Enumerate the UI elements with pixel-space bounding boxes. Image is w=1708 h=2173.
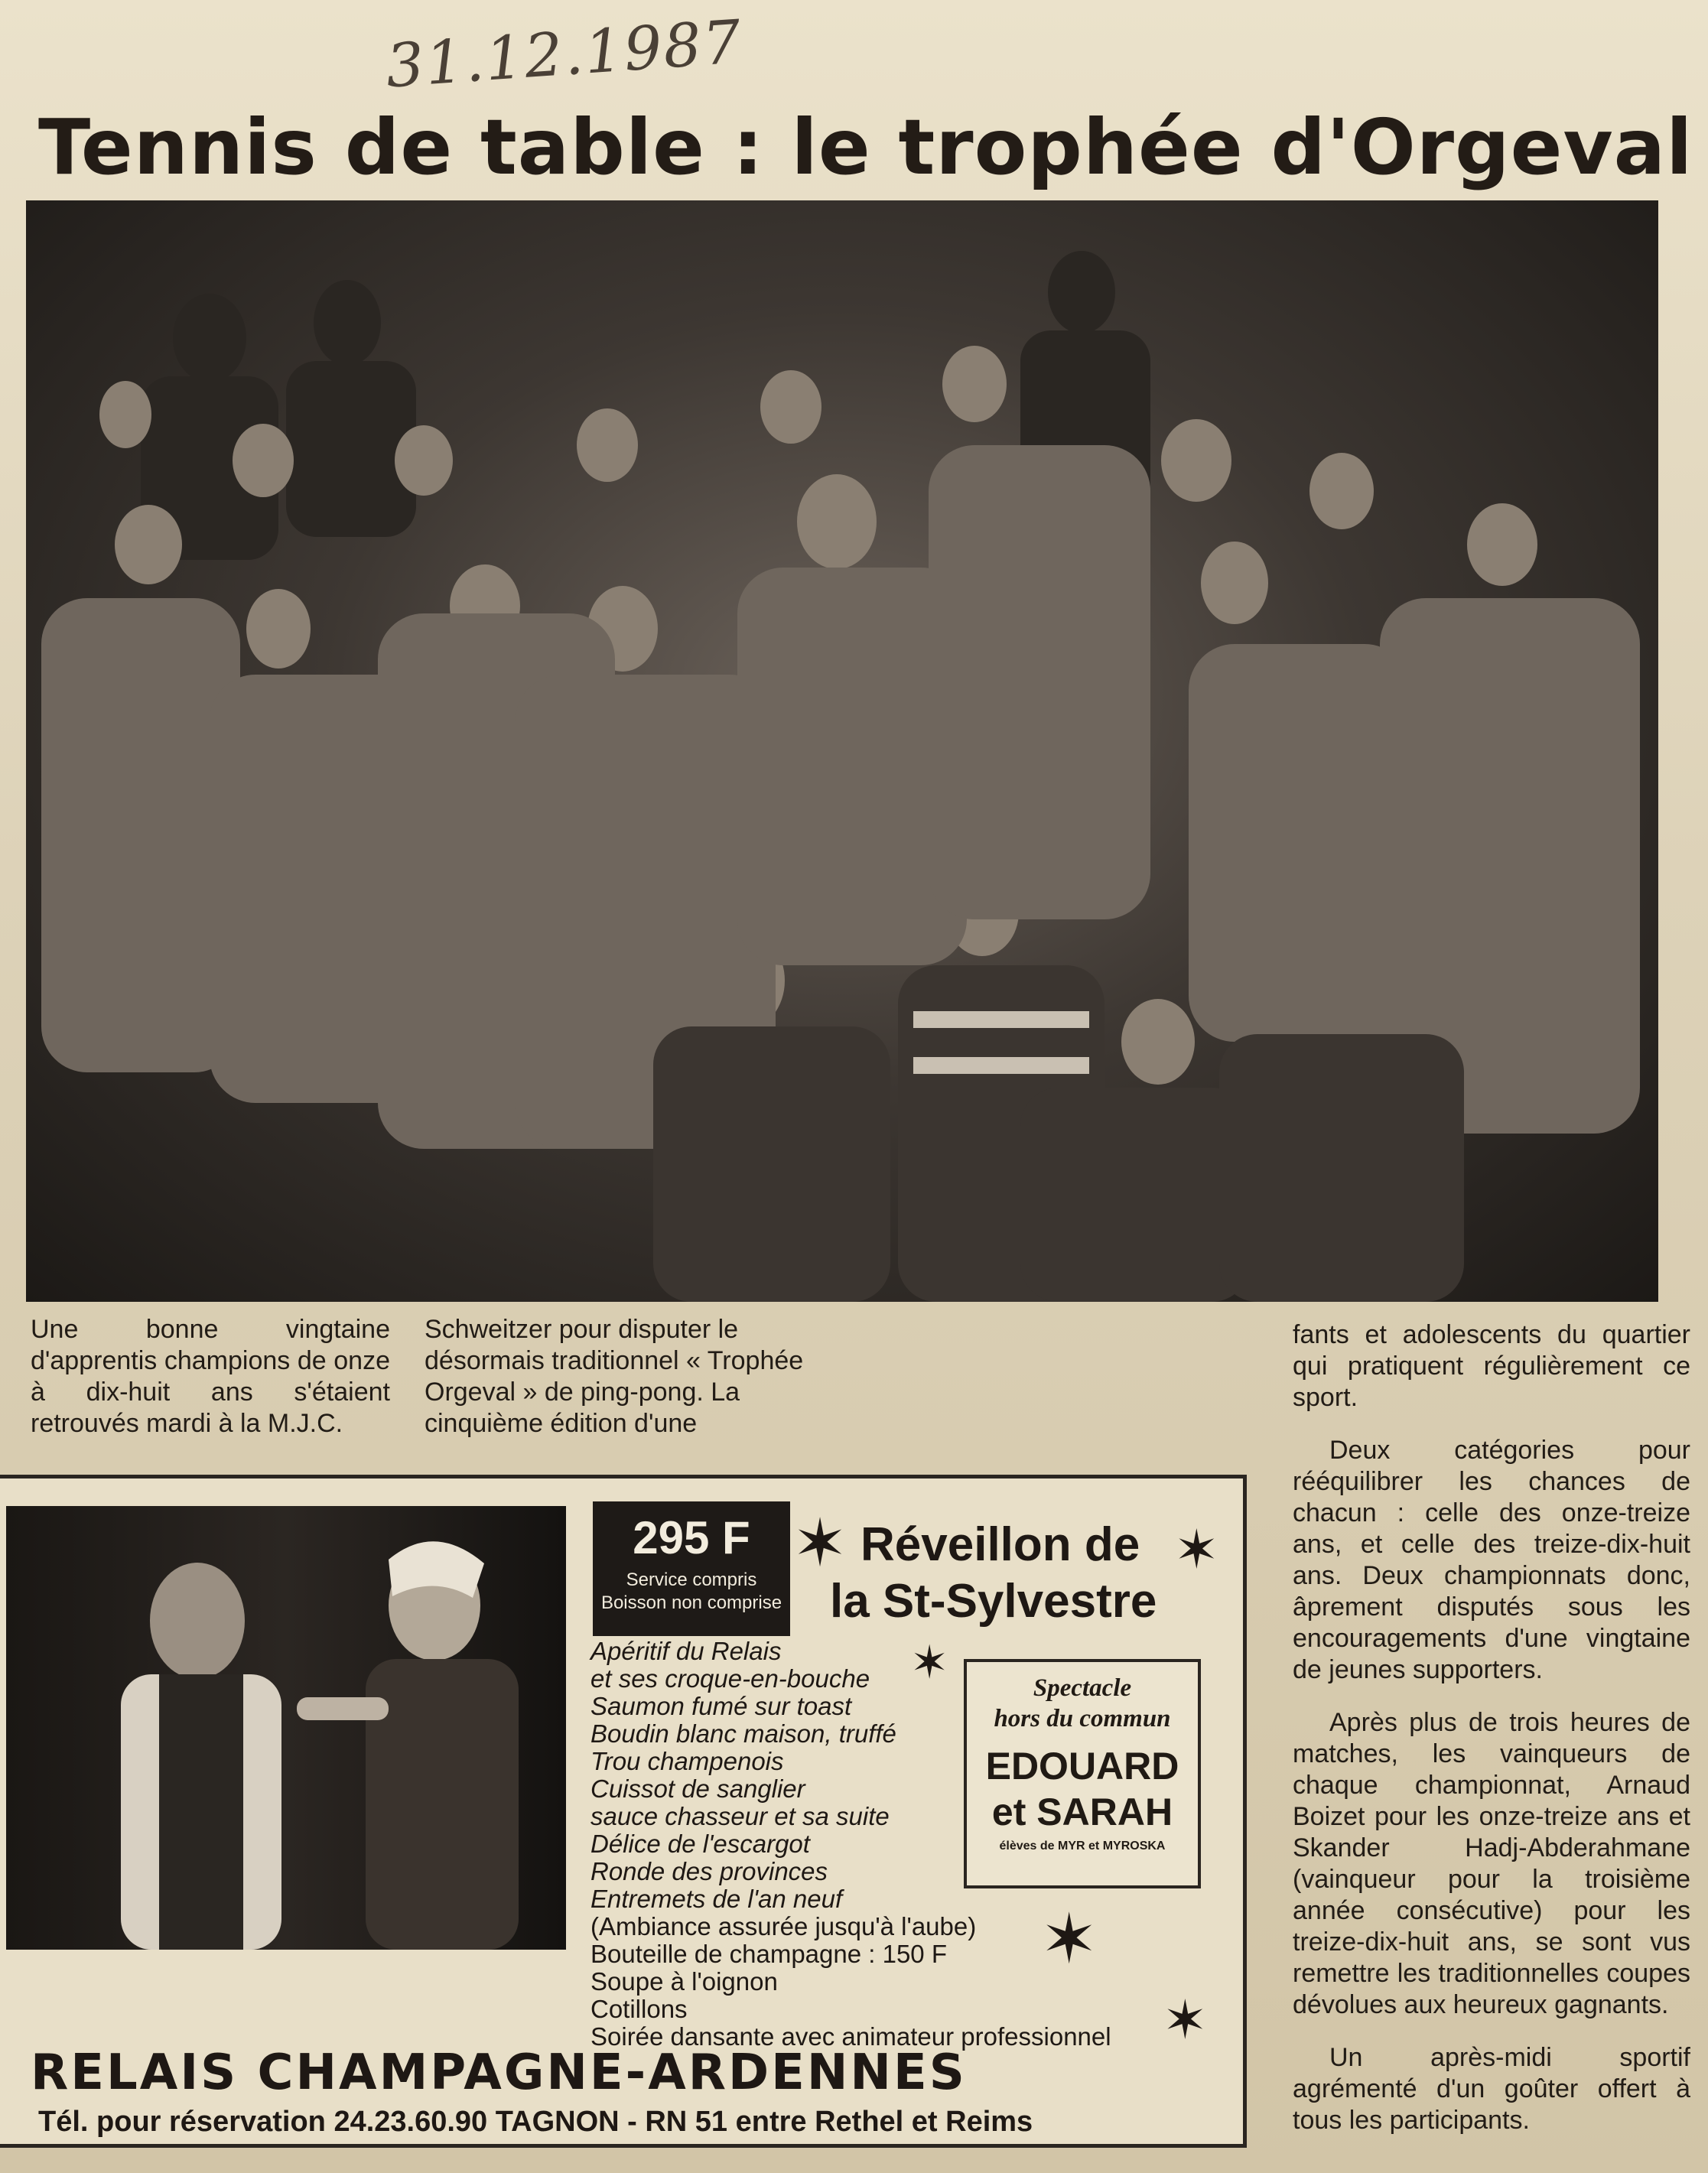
menu-item: et ses croque-en-bouche bbox=[590, 1664, 870, 1693]
menu-item: Cotillons bbox=[590, 1995, 688, 2023]
menu-item: Délice de l'escargot bbox=[590, 1830, 810, 1858]
menu-item: sauce chasseur et sa suite bbox=[590, 1802, 890, 1830]
menu-item: Soupe à l'oignon bbox=[590, 1967, 778, 1996]
star-icon: ✶ bbox=[1163, 1990, 1208, 2050]
menu-item: Soirée dansante avec animateur professionnel bbox=[590, 2022, 1111, 2051]
show-performer-name: EDOUARD bbox=[985, 1745, 1179, 1788]
article-paragraph: Un après-midi sportif agrémenté d'un goûter offert à tous les participants. bbox=[1293, 2043, 1690, 2135]
menu-item: Ronde des provinces bbox=[590, 1857, 828, 1885]
article-column-3 bbox=[1293, 1319, 1690, 2158]
price-badge bbox=[593, 1501, 790, 1636]
article-paragraph: Deux catégories pour rééquilibrer les chances de chacun : celle des onze-treize ans, et celle des treize-dix-huit ans. Deux championnats donc, âprement disputés sous les encouragements d'une vingtaine de jeunes supporters. bbox=[1293, 1436, 1690, 1684]
article-headline: Tennis de table : le trophée d'Orgeval bbox=[38, 102, 1693, 192]
price-note-service: Service compris bbox=[626, 1570, 757, 1590]
menu-item: Entremets de l'an neuf bbox=[590, 1885, 843, 1913]
price-note-drinks: Boisson non comprise bbox=[600, 1592, 782, 1613]
star-icon: ✶ bbox=[910, 1637, 949, 1688]
show-label: Spectacle bbox=[1033, 1674, 1132, 1702]
performers-figures bbox=[6, 1506, 566, 1950]
star-icon: ✶ bbox=[1174, 1520, 1219, 1579]
menu-item: (Ambiance assurée jusqu'à l'aube) bbox=[590, 1912, 977, 1940]
menu-item: Cuissot de sanglier bbox=[590, 1775, 805, 1803]
event-title-line-2: la St-Sylvestre bbox=[830, 1575, 1157, 1628]
restaurant-name: RELAIS CHAMPAGNE-ARDENNES bbox=[31, 2045, 967, 2101]
group-photo-figures bbox=[26, 200, 1658, 1302]
show-subtitle: élèves de MYR et MYROSKA bbox=[999, 1840, 1166, 1853]
show-label: hors du commun bbox=[994, 1705, 1171, 1732]
article-column-2 bbox=[425, 1314, 822, 1439]
article-paragraph: Une bonne vingtaine d'apprentis champions de onze à dix-huit ans s'étaient retrouvés mardi à la M.J.C. bbox=[31, 1315, 390, 1438]
star-icon: ✶ bbox=[1040, 1901, 1098, 1978]
event-title bbox=[830, 1517, 1228, 1630]
article-column-1 bbox=[31, 1314, 390, 1439]
menu-item: Apéritif du Relais bbox=[590, 1637, 782, 1665]
performers-photo bbox=[6, 1506, 566, 1950]
handwritten-date: 31.12.1987 bbox=[383, 8, 745, 102]
show-performer-name: et SARAH bbox=[991, 1791, 1173, 1833]
menu-item: Boudin blanc maison, truffé bbox=[590, 1719, 896, 1748]
article-paragraph: Schweitzer pour disputer le désormais traditionnel « Trophée Orgeval » de ping-pong. La cinquième édition d'une bbox=[425, 1315, 804, 1438]
menu-item: Saumon fumé sur toast bbox=[590, 1692, 852, 1720]
event-title-line-1: Réveillon de bbox=[861, 1518, 1140, 1571]
menu-item: Bouteille de champagne : 150 F bbox=[590, 1940, 947, 1968]
article-paragraph: fants et adolescents du quartier qui pratiquent régulièrement ce sport. bbox=[1293, 1320, 1690, 1412]
menu-item: Trou champenois bbox=[590, 1747, 784, 1775]
price-value: 295 F bbox=[633, 1512, 750, 1563]
reservation-contact: Tél. pour réservation 24.23.60.90 TAGNON - RN 51 entre Rethel et Reims bbox=[38, 2106, 1033, 2138]
star-icon: ✶ bbox=[792, 1507, 848, 1580]
article-paragraph: Après plus de trois heures de matches, les vainqueurs de chaque championnat, Arnaud Boizet pour les onze-treize ans et Skander Hadj-Abderahmane (vainqueur pour la troisième année consécutive) pour les treize-dix-huit ans, se sont vus remettre les traditionnelles coupes dévolues aux heureux gagnants. bbox=[1293, 1708, 1690, 2019]
restaurant-advertisement bbox=[0, 1475, 1247, 2148]
group-photo bbox=[26, 200, 1658, 1302]
show-box bbox=[964, 1659, 1201, 1888]
